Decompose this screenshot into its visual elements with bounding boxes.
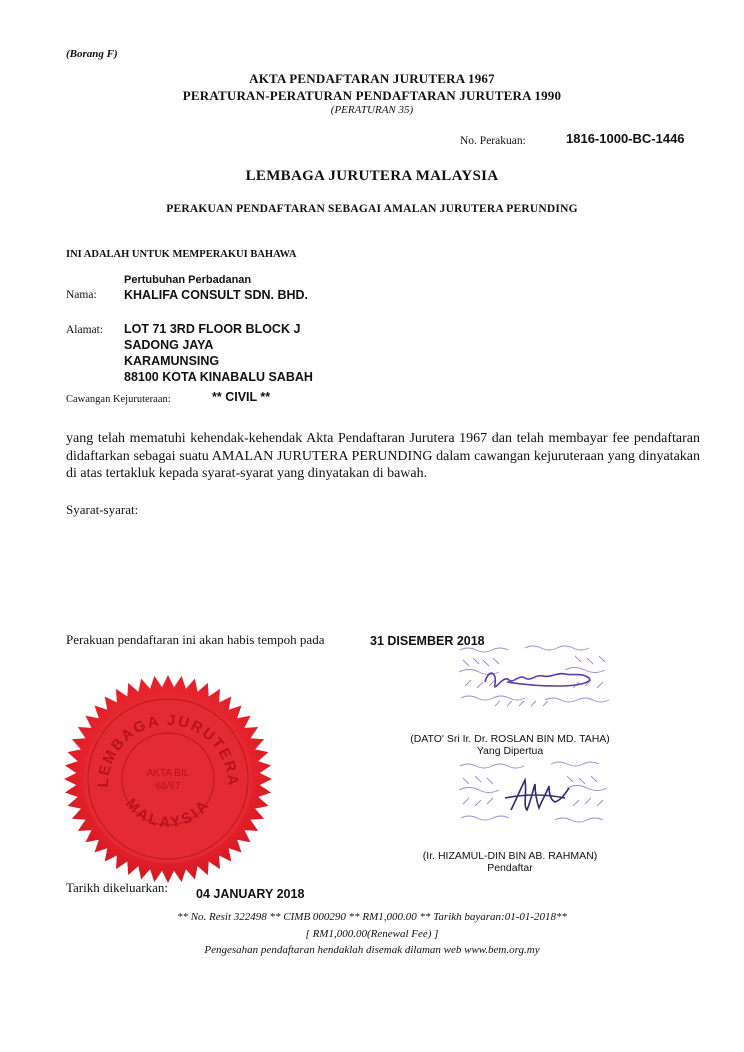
certify-statement: INI ADALAH UNTUK MEMPERAKUI BAHAWA: [66, 249, 297, 260]
act-title: AKTA PENDAFTARAN JURUTERA 1967: [249, 71, 495, 86]
seal-text-top: LEMBAGA JURUTERA: [94, 711, 242, 788]
seal-text-bottom: MALAYSIA: [122, 795, 214, 832]
board-name: LEMBAGA JURUTERA MALAYSIA: [245, 168, 499, 184]
signatory-1-name: (DATO' Sri Ir. Dr. ROSLAN BIN MD. TAHA): [410, 733, 610, 745]
address-label: Alamat:: [66, 324, 104, 336]
seal-center-line-1: AKTA BIL: [146, 768, 190, 779]
official-seal: [62, 673, 274, 885]
verification-note: Pengesahan pendaftaran hendaklah disemak dilaman web www.bem.org.my: [204, 944, 540, 956]
address-line-1: LOT 71 3RD FLOOR BLOCK J: [124, 322, 301, 336]
organization-type: Pertubuhan Perbadanan: [124, 274, 252, 286]
conditions-label: Syarat-syarat:: [66, 502, 139, 517]
expiry-date: 31 DISEMBER 2018: [370, 634, 485, 648]
certificate-number: 1816-1000-BC-1446: [566, 131, 685, 146]
engineering-branch: ** CIVIL **: [212, 390, 271, 404]
signatory-2-title: Pendaftar: [487, 862, 533, 874]
branch-label: Cawangan Kejuruteraan:: [66, 394, 171, 405]
name-label: Nama:: [66, 289, 97, 301]
address-line-3: KARAMUNSING: [124, 354, 220, 368]
certificate-title: PERAKUAN PENDAFTARAN SEBAGAI AMALAN JURUTERA PERUNDING: [166, 203, 578, 215]
renewal-fee: [ RM1,000.00(Renewal Fee) ]: [305, 928, 439, 940]
address-line-4: 88100 KOTA KINABALU SABAH: [124, 370, 313, 384]
signature-stroke: [485, 673, 590, 687]
signatory-2-name: (Ir. HIZAMUL-DIN BIN AB. RAHMAN): [422, 850, 598, 862]
signature-stroke: [505, 780, 569, 810]
regulations-title: PERATURAN-PERATURAN PENDAFTARAN JURUTERA 1990: [182, 88, 562, 103]
expiry-label: Perakuan pendaftaran ini akan habis tempoh pada: [66, 632, 325, 647]
issued-date-label: Tarikh dikeluarkan:: [66, 880, 168, 895]
signatory-1-title: Yang Dipertua: [476, 745, 544, 757]
issued-date: 04 JANUARY 2018: [196, 887, 305, 901]
certificate-number-label: No. Perakuan:: [460, 135, 526, 147]
address-block: [124, 321, 313, 385]
address-line-2: SADONG JAYA: [124, 338, 214, 352]
payment-receipt: ** No. Resit 322498 ** CIMB 000290 ** RM1,000.00 ** Tarikh bayaran:01-01-2018**: [176, 911, 568, 923]
certificate-body: yang telah mematuhi kehendak-kehendak Akta Pendaftaran Jurutera 1967 dan telah membayar fee pendaftaran didaftarkan sebagai suatu AMALAN JURUTERA PERUNDING dalam cawangan kejuruteraan yang dinyatakan di atas tertakluk kepada syarat-syarat yang dinyatakan di bawah.: [66, 431, 700, 481]
seal-center-line-2: 68/67: [155, 781, 181, 792]
registrant-name: KHALIFA CONSULT SDN. BHD.: [124, 288, 309, 302]
signature-registrar: [455, 758, 615, 830]
regulation-reference: (PERATURAN 35): [330, 104, 414, 116]
signature-president: [455, 642, 615, 712]
form-code: (Borang F): [66, 48, 118, 60]
